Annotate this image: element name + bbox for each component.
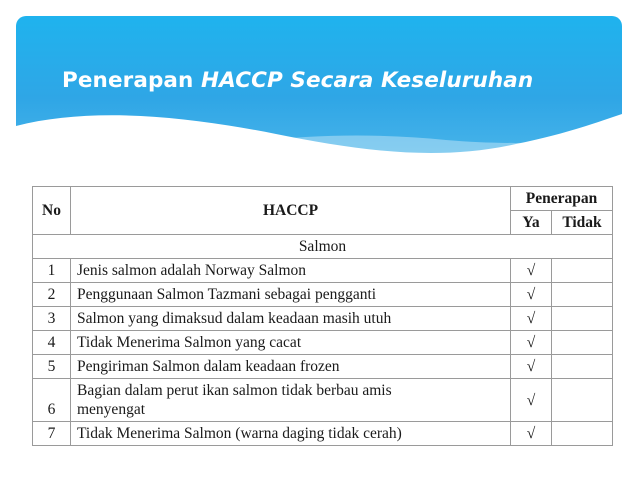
row-item: Jenis salmon adalah Norway Salmon [71, 259, 511, 283]
row-item [71, 379, 511, 422]
row-item: Salmon yang dimaksud dalam keadaan masih utuh [71, 307, 511, 331]
table-row [33, 331, 613, 355]
check-ya: √ [511, 422, 552, 446]
header-penerapan: Penerapan [511, 187, 613, 211]
check-ya: √ [511, 283, 552, 307]
check-ya: √ [511, 355, 552, 379]
table-row [33, 259, 613, 283]
header-haccp: HACCP [71, 187, 511, 235]
section-row [33, 235, 613, 259]
check-tidak [552, 355, 613, 379]
header-row [33, 187, 613, 211]
check-tidak [552, 307, 613, 331]
header-ya: Ya [511, 211, 552, 235]
slide-header [16, 16, 622, 166]
header-tidak: Tidak [552, 211, 613, 235]
row-item: Tidak Menerima Salmon yang cacat [71, 331, 511, 355]
section-label: Salmon [33, 235, 613, 259]
table-row [33, 355, 613, 379]
row-number: 1 [33, 259, 71, 283]
check-ya: √ [511, 379, 552, 422]
check-tidak [552, 379, 613, 422]
table-row [33, 422, 613, 446]
row-number: 7 [33, 422, 71, 446]
row-item: Pengiriman Salmon dalam keadaan frozen [71, 355, 511, 379]
title-italic: HACCP Secara Keseluruhan [201, 68, 534, 93]
title-plain: Penerapan [62, 68, 194, 93]
check-ya: √ [511, 259, 552, 283]
row-number-value: 6 [47, 401, 56, 418]
check-ya: √ [511, 331, 552, 355]
row-number: 5 [33, 355, 71, 379]
row-item: Penggunaan Salmon Tazmani sebagai pengganti [71, 283, 511, 307]
table-row [33, 283, 613, 307]
slide-title [62, 68, 533, 93]
row-number: 4 [33, 331, 71, 355]
row-item-line-2: menyengat [77, 401, 146, 418]
row-number [33, 379, 71, 422]
check-ya: √ [511, 307, 552, 331]
check-tidak [552, 283, 613, 307]
table-row [33, 379, 613, 422]
header-no: No [33, 187, 71, 235]
check-tidak [552, 422, 613, 446]
row-item-line-1: Bagian dalam perut ikan salmon tidak berbau amis [77, 382, 392, 399]
haccp-table [32, 186, 613, 446]
table-row [33, 307, 613, 331]
row-item: Tidak Menerima Salmon (warna daging tidak cerah) [71, 422, 511, 446]
check-tidak [552, 259, 613, 283]
row-number: 3 [33, 307, 71, 331]
row-number: 2 [33, 283, 71, 307]
check-tidak [552, 331, 613, 355]
